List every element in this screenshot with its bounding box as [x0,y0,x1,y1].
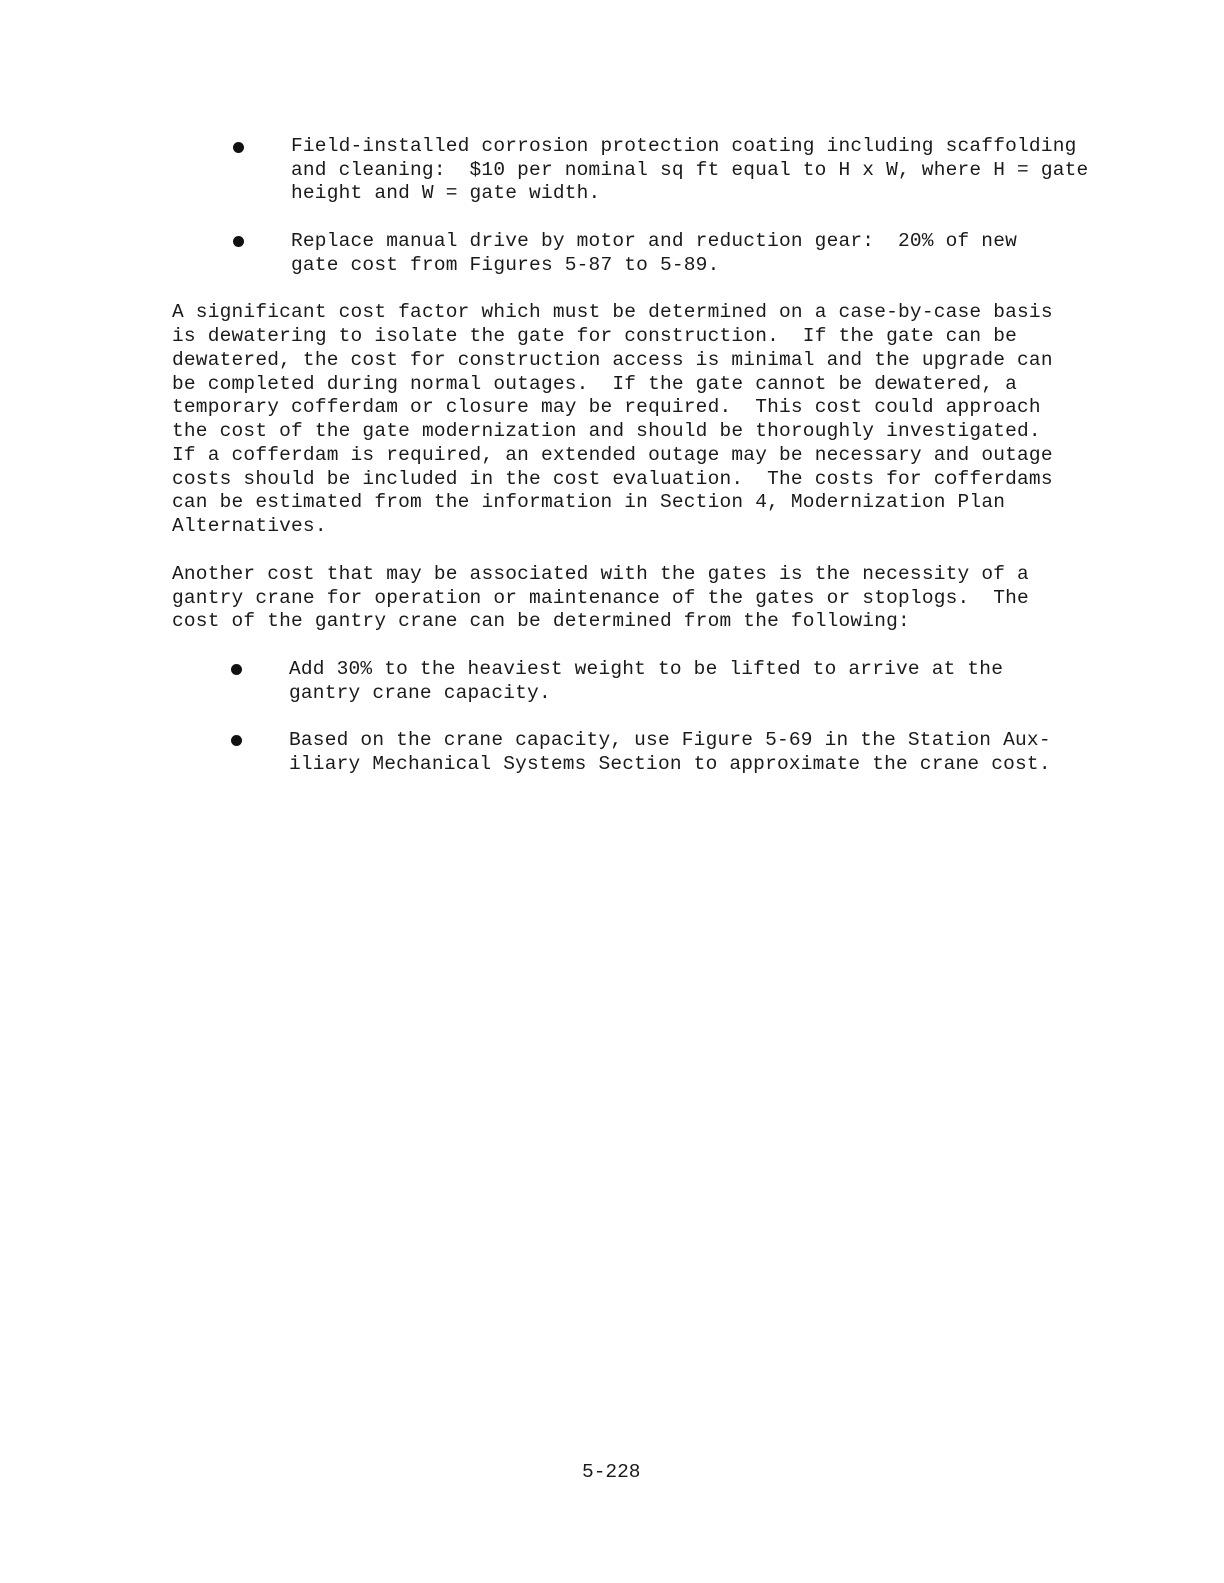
page-number: 5-228 [582,1461,641,1483]
bullet-text-line: height and W = gate width. [291,182,601,204]
paragraph-line: is dewatering to isolate the gate for construction. If the gate can be [172,325,1018,347]
bullet-icon [233,142,244,153]
bullet-icon [231,735,242,746]
paragraph-line: A significant cost factor which must be determined on a case-by-case basis [172,301,1053,323]
bullet-text-line: gate cost from Figures 5-87 to 5-89. [291,254,720,276]
bullet-icon [231,664,242,675]
paragraph-line: dewatered, the cost for construction access is minimal and the upgrade can [172,349,1053,371]
paragraph-line: can be estimated from the information in Section 4, Modernization Plan [172,491,1006,513]
bullet-text-line: Field-installed corrosion protection coating including scaffolding [291,135,1077,157]
bullet-text-line: Based on the crane capacity, use Figure 5-69 in the Station Aux- [289,729,1051,751]
bullet-text-line: Replace manual drive by motor and reduction gear: 20% of new [291,230,1018,252]
paragraph-line: cost of the gantry crane can be determined from the following: [172,610,910,632]
paragraph-line: temporary cofferdam or closure may be required. This cost could approach [172,396,1041,418]
bullet-text-line: gantry crane capacity. [289,682,551,704]
bullet-icon [233,236,244,247]
bullet-text-line: and cleaning: $10 per nominal sq ft equal to H x W, where H = gate [291,159,1089,181]
paragraph-line: Alternatives. [172,515,327,537]
paragraph-line: costs should be included in the cost evaluation. The costs for cofferdams [172,468,1053,490]
paragraph-line: Another cost that may be associated with the gates is the necessity of a [172,563,1029,585]
paragraph-line: gantry crane for operation or maintenance of the gates or stoplogs. The [172,587,1029,609]
paragraph-line: be completed during normal outages. If the gate cannot be dewatered, a [172,373,1018,395]
bullet-text-line: Add 30% to the heaviest weight to be lifted to arrive at the [289,658,1004,680]
bullet-text-line: iliary Mechanical Systems Section to approximate the crane cost. [289,753,1051,775]
paragraph-line: If a cofferdam is required, an extended outage may be necessary and outage [172,444,1053,466]
paragraph-line: the cost of the gate modernization and should be thoroughly investigated. [172,420,1041,442]
